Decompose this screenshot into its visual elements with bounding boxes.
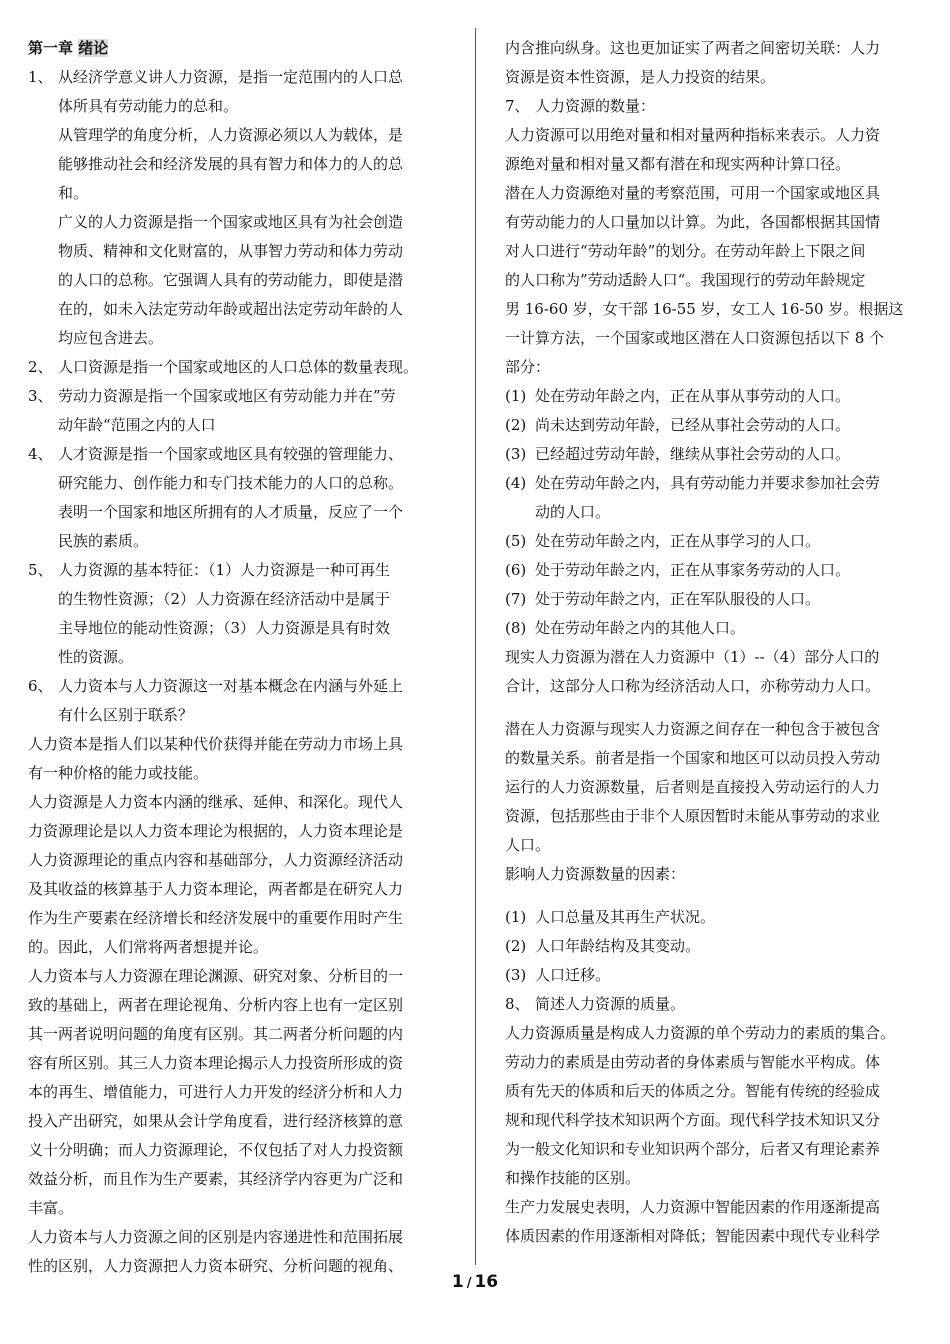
- item-number: (1): [505, 908, 527, 926]
- text-line: [28, 730, 452, 759]
- chapter-title: 绪论: [78, 39, 109, 57]
- text-line: [28, 1194, 452, 1223]
- line-text: 规和现代科学技术知识两个方面。现代科学技术知识又分: [505, 1111, 881, 1129]
- line-text: 人力资源的数量：: [535, 97, 656, 115]
- numbered-item: [505, 990, 933, 1019]
- text-line: [505, 1164, 933, 1193]
- item-number: (8): [505, 619, 527, 637]
- text-line: [505, 121, 933, 150]
- line-text: 的生物性资源；（2）人力资源在经济活动中是属于: [58, 590, 391, 608]
- text-line: [535, 498, 933, 527]
- line-text: 和操作技能的区别。: [505, 1169, 641, 1187]
- text-line: [505, 440, 933, 469]
- line-text: 处在劳动年龄之内，正在从事从事劳动的人口。: [535, 387, 851, 405]
- page-total: 16: [474, 1272, 499, 1292]
- left-column: [28, 34, 452, 1281]
- text-line: [58, 411, 452, 440]
- line-text: 有什么区别于联系？: [58, 706, 194, 724]
- text-line: [505, 353, 933, 382]
- line-text: 的数量关系。前者是指一个国家和地区可以动员投入劳动: [505, 749, 881, 767]
- line-text: 动的人口。: [535, 503, 611, 521]
- line-text: 广义的人力资源是指一个国家或地区具有为社会创造: [58, 213, 404, 231]
- text-line: [505, 903, 933, 932]
- line-text: 义十分明确；而人力资源理论，不仅包括了对人力投资额: [28, 1141, 404, 1159]
- line-text: 体质因素的作用逐渐相对降低；智能因素中现代专业科学: [505, 1227, 881, 1245]
- numbered-item: [28, 63, 452, 121]
- text-line: [28, 1165, 452, 1194]
- item-number: 5、: [28, 561, 53, 579]
- line-text: 人口资源是指一个国家或地区的人口总体的数量表现。: [58, 358, 419, 376]
- line-text: 能够推动社会和经济发展的具有智力和体力的人的总: [58, 155, 404, 173]
- line-text: 人口年龄结构及其变动。: [535, 937, 701, 955]
- text-line: [28, 1078, 452, 1107]
- line-text: 劳动力资源是指一个国家或地区有劳动能力并在”劳: [58, 387, 396, 405]
- item-number: (1): [505, 387, 527, 405]
- text-line: [28, 1136, 452, 1165]
- line-text: 源绝对量和相对量又都有潜在和现实两种计算口径。: [505, 155, 851, 173]
- page-number: 1: [451, 1272, 464, 1292]
- text-line: [505, 527, 933, 556]
- numbered-item: [505, 527, 933, 556]
- text-line: [505, 34, 933, 63]
- line-text: 已经超过劳动年龄，继续从事社会劳动的人口。: [535, 445, 851, 463]
- line-text: 性的区别，人力资源把人力资本研究、分析问题的视角、: [28, 1257, 404, 1275]
- item-number: 7、: [505, 97, 530, 115]
- text-line: [28, 933, 452, 962]
- text-line: [28, 324, 452, 353]
- text-line: [505, 411, 933, 440]
- line-text: 质有先天的体质和后天的体质之分。智能有传统的经验成: [505, 1082, 881, 1100]
- line-text: 丰富。: [28, 1199, 74, 1217]
- text-line: [505, 1048, 933, 1077]
- text-line: [505, 1019, 933, 1048]
- line-text: 及其收益的核算基于人力资本理论，两者都是在研究人力: [28, 880, 404, 898]
- text-line: [505, 295, 933, 324]
- line-text: 处于劳动年龄之内，正在军队服役的人口。: [535, 590, 821, 608]
- line-text: 力资源理论是以人力资本理论为根据的，人力资本理论是: [28, 822, 404, 840]
- item-number: 6、: [28, 677, 53, 695]
- line-text: 在的，如未入法定劳动年龄或超出法定劳动年龄的人: [58, 300, 404, 318]
- text-line: [28, 1020, 452, 1049]
- line-text: 和。: [58, 184, 89, 202]
- line-text: 本的再生、增值能力，可进行人力开发的经济分析和人力: [28, 1083, 404, 1101]
- line-text: 体所具有劳动能力的总和。: [58, 97, 239, 115]
- text-line: [58, 701, 452, 730]
- numbered-item: [505, 585, 933, 614]
- line-text: 从经济学意义讲人力资源，是指一定范围内的人口总: [58, 68, 404, 86]
- item-number: (5): [505, 532, 527, 550]
- text-line: [58, 469, 452, 498]
- line-text: 现实人力资源为潜在人力资源中（1）--（4）部分人口的: [505, 648, 880, 666]
- text-line: [505, 324, 933, 353]
- line-text: 内含推向纵身。这也更加证实了两者之间密切关联：人力: [505, 39, 881, 57]
- text-line: [505, 1222, 933, 1251]
- text-line: [505, 1193, 933, 1222]
- line-text: 人力资源质量是构成人力资源的单个劳动力的素质的集合。: [505, 1024, 896, 1042]
- text-line: [505, 382, 933, 411]
- line-text: 为一般文化知识和专业知识两个部分，后者又有理论素养: [505, 1140, 881, 1158]
- text-line: [28, 1223, 452, 1252]
- numbered-item: [505, 961, 933, 990]
- paragraph-gap: [505, 889, 933, 903]
- numbered-item: [505, 556, 933, 585]
- text-line: [28, 150, 452, 179]
- item-number: 4、: [28, 445, 53, 463]
- numbered-item: [505, 440, 933, 469]
- item-number: (3): [505, 445, 527, 463]
- text-line: [28, 237, 452, 266]
- text-line: [505, 1135, 933, 1164]
- text-line: [505, 744, 933, 773]
- text-line: [58, 498, 452, 527]
- line-text: 其一两者说明问题的角度有区别。其二两者分析问题的内: [28, 1025, 404, 1043]
- numbered-item: [505, 411, 933, 440]
- line-text: 有一种价格的能力或技能。: [28, 764, 209, 782]
- text-line: [28, 672, 452, 701]
- text-line: [505, 773, 933, 802]
- text-line: [505, 92, 933, 121]
- text-line: [28, 846, 452, 875]
- text-line: [505, 802, 933, 831]
- text-line: [505, 1077, 933, 1106]
- paragraph: [505, 643, 933, 701]
- paragraph: [505, 715, 933, 860]
- paragraph: [505, 179, 933, 382]
- text-line: [58, 614, 452, 643]
- text-line: [505, 208, 933, 237]
- text-line: [28, 788, 452, 817]
- line-text: 人口迁移。: [535, 966, 611, 984]
- text-line: [28, 382, 452, 411]
- numbered-item: [505, 903, 933, 932]
- item-number: 1、: [28, 68, 53, 86]
- line-text: 投入产出研究，如果从会计学角度看，进行经济核算的意: [28, 1112, 404, 1130]
- numbered-item: [28, 440, 452, 556]
- line-text: 致的基础上，两者在理论视角、分析内容上也有一定区别: [28, 996, 404, 1014]
- line-text: 民族的素质。: [58, 532, 149, 550]
- line-text: 研究能力、创作能力和专门技术能力的人口的总称。: [58, 474, 404, 492]
- text-line: [28, 440, 452, 469]
- line-text: 处在劳动年龄之内，正在从事学习的人口。: [535, 532, 821, 550]
- line-text: 处于劳动年龄之内，正在从事家务劳动的人口。: [535, 561, 851, 579]
- text-line: [505, 961, 933, 990]
- chapter-heading: [28, 34, 452, 63]
- text-line: [505, 63, 933, 92]
- line-text: 资源是资本性资源，是人力投资的结果。: [505, 68, 776, 86]
- text-line: [58, 527, 452, 556]
- item-number: (2): [505, 416, 527, 434]
- column-divider: [475, 28, 476, 1265]
- line-text: 的。因此，人们常将两者想提并论。: [28, 938, 269, 956]
- paragraph: [28, 730, 452, 788]
- line-text: 生产力发展史表明，人力资源中智能因素的作用逐渐提高: [505, 1198, 881, 1216]
- text-line: [505, 469, 933, 498]
- paragraph: [505, 34, 933, 92]
- paragraph: [28, 121, 452, 208]
- item-number: (2): [505, 937, 527, 955]
- line-text: 人力资本是指人们以某种代价获得并能在劳动力市场上具: [28, 735, 404, 753]
- line-text: 动年龄“范围之内的人口: [58, 416, 216, 434]
- line-text: 均应包含进去。: [58, 329, 164, 347]
- line-text: 人力资本与人力资源在理论渊源、研究对象、分析目的一: [28, 967, 404, 985]
- text-line: [28, 208, 452, 237]
- line-text: 尚未达到劳动年龄，已经从事社会劳动的人口。: [535, 416, 851, 434]
- line-text: 资源，包括那些由于非个人原因暂时未能从事劳动的求业: [505, 807, 881, 825]
- text-line: [58, 92, 452, 121]
- item-number: (3): [505, 966, 527, 984]
- line-text: 人力资源的基本特征：（1）人力资源是一种可再生: [58, 561, 391, 579]
- text-line: [28, 121, 452, 150]
- numbered-item: [505, 92, 933, 121]
- text-line: [28, 817, 452, 846]
- line-text: 对人口进行“劳动年龄”的划分。在劳动年龄上下限之间: [505, 242, 866, 260]
- item-number: 2、: [28, 358, 53, 376]
- line-text: 处在劳动年龄之内，具有劳动能力并要求参加社会劳: [535, 474, 881, 492]
- line-text: 部分：: [505, 358, 551, 376]
- paragraph: [28, 208, 452, 353]
- text-line: [28, 179, 452, 208]
- line-text: 性的资源。: [58, 648, 134, 666]
- paragraph-gap: [505, 701, 933, 715]
- paragraph: [505, 1019, 933, 1193]
- text-line: [28, 904, 452, 933]
- text-line: [505, 237, 933, 266]
- numbered-item: [505, 382, 933, 411]
- paragraph: [505, 121, 933, 179]
- line-text: 人力资源是人力资本内涵的继承、延伸、和深化。现代人: [28, 793, 404, 811]
- text-line: [58, 643, 452, 672]
- line-text: 一计算方法，一个国家或地区潜在人口资源包括以下 8 个: [505, 329, 885, 347]
- line-text: 的人口的总称。它强调人具有的劳动能力，即使是潜: [58, 271, 404, 289]
- text-line: [28, 875, 452, 904]
- text-line: [28, 759, 452, 788]
- line-text: 人口。: [505, 836, 551, 854]
- line-text: 影响人力资源数量的因素：: [505, 865, 686, 883]
- line-text: 有劳动能力的人口量加以计算。为此，各国都根据其国情: [505, 213, 881, 231]
- text-line: [58, 585, 452, 614]
- line-text: 简述人力资源的质量。: [535, 995, 686, 1013]
- paragraph: [505, 860, 933, 889]
- text-line: [505, 715, 933, 744]
- line-text: 人力资源理论的重点内容和基础部分，人力资源经济活动: [28, 851, 404, 869]
- text-line: [28, 353, 452, 382]
- line-text: 运行的人力资源数量，后者则是直接投入劳动运行的人力: [505, 778, 881, 796]
- numbered-item: [28, 353, 452, 382]
- line-text: 效益分析，而且作为生产要素，其经济学内容更为广泛和: [28, 1170, 404, 1188]
- text-line: [28, 962, 452, 991]
- item-number: 3、: [28, 387, 53, 405]
- line-text: 人口总量及其再生产状况。: [535, 908, 716, 926]
- text-line: [505, 614, 933, 643]
- line-text: 人力资本与人力资源之间的区别是内容递进性和范围拓展: [28, 1228, 404, 1246]
- text-line: [505, 831, 933, 860]
- line-text: 男 16-60 岁，女干部 16-55 岁，女工人 16-50 岁。根据这: [505, 300, 904, 318]
- line-text: 容有所区别。其三人力资本理论揭示人力投资所形成的资: [28, 1054, 404, 1072]
- line-text: 表明一个国家和地区所拥有的人才质量，反应了一个: [58, 503, 404, 521]
- line-text: 从管理学的角度分析，人力资源必须以人为载体，是: [58, 126, 404, 144]
- line-text: 处在劳动年龄之内的其他人口。: [535, 619, 746, 637]
- text-line: [505, 643, 933, 672]
- line-text: 合计，这部分人口称为经济活动人口，亦称劳动力人口。: [505, 677, 881, 695]
- numbered-item: [28, 382, 452, 440]
- item-number: (6): [505, 561, 527, 579]
- text-line: [505, 990, 933, 1019]
- text-line: [28, 991, 452, 1020]
- line-text: 人力资本与人力资源这一对基本概念在内涵与外延上: [58, 677, 404, 695]
- numbered-item: [505, 932, 933, 961]
- item-number: (4): [505, 474, 527, 492]
- page-separator: /: [466, 1276, 472, 1291]
- paragraph: [28, 962, 452, 1223]
- page-footer: [0, 1272, 950, 1292]
- text-line: [505, 672, 933, 701]
- right-column: [505, 34, 933, 1251]
- paragraph: [505, 1193, 933, 1251]
- text-line: [505, 179, 933, 208]
- chapter-prefix: 第一章: [28, 39, 74, 57]
- text-line: [28, 63, 452, 92]
- item-number: (7): [505, 590, 527, 608]
- line-text: 的人口称为”劳动适龄人口“。我国现行的劳动年龄规定: [505, 271, 866, 289]
- line-text: 作为生产要素在经济增长和经济发展中的重要作用时产生: [28, 909, 404, 927]
- numbered-item: [28, 556, 452, 672]
- text-line: [28, 556, 452, 585]
- line-text: 人力资源可以用绝对量和相对量两种指标来表示。人力资: [505, 126, 881, 144]
- line-text: 潜在人力资源绝对量的考察范围，可用一个国家或地区具: [505, 184, 881, 202]
- text-line: [28, 1049, 452, 1078]
- text-line: [28, 266, 452, 295]
- text-line: [505, 266, 933, 295]
- text-line: [28, 1107, 452, 1136]
- numbered-item: [28, 672, 452, 730]
- text-line: [505, 1106, 933, 1135]
- numbered-item: [505, 469, 933, 527]
- numbered-item: [505, 614, 933, 643]
- text-line: [505, 932, 933, 961]
- line-text: 劳动力的素质是由劳动者的身体素质与智能水平构成。体: [505, 1053, 881, 1071]
- text-line: [505, 860, 933, 889]
- line-text: 主导地位的能动性资源；（3）人力资源是具有时效: [58, 619, 391, 637]
- text-line: [505, 150, 933, 179]
- text-line: [505, 585, 933, 614]
- item-number: 8、: [505, 995, 530, 1013]
- line-text: 潜在人力资源与现实人力资源之间存在一种包含于被包含: [505, 720, 881, 738]
- line-text: 物质、精神和文化财富的，从事智力劳动和体力劳动: [58, 242, 404, 260]
- paragraph: [28, 788, 452, 962]
- text-line: [28, 295, 452, 324]
- line-text: 人才资源是指一个国家或地区具有较强的管理能力、: [58, 445, 404, 463]
- text-line: [505, 556, 933, 585]
